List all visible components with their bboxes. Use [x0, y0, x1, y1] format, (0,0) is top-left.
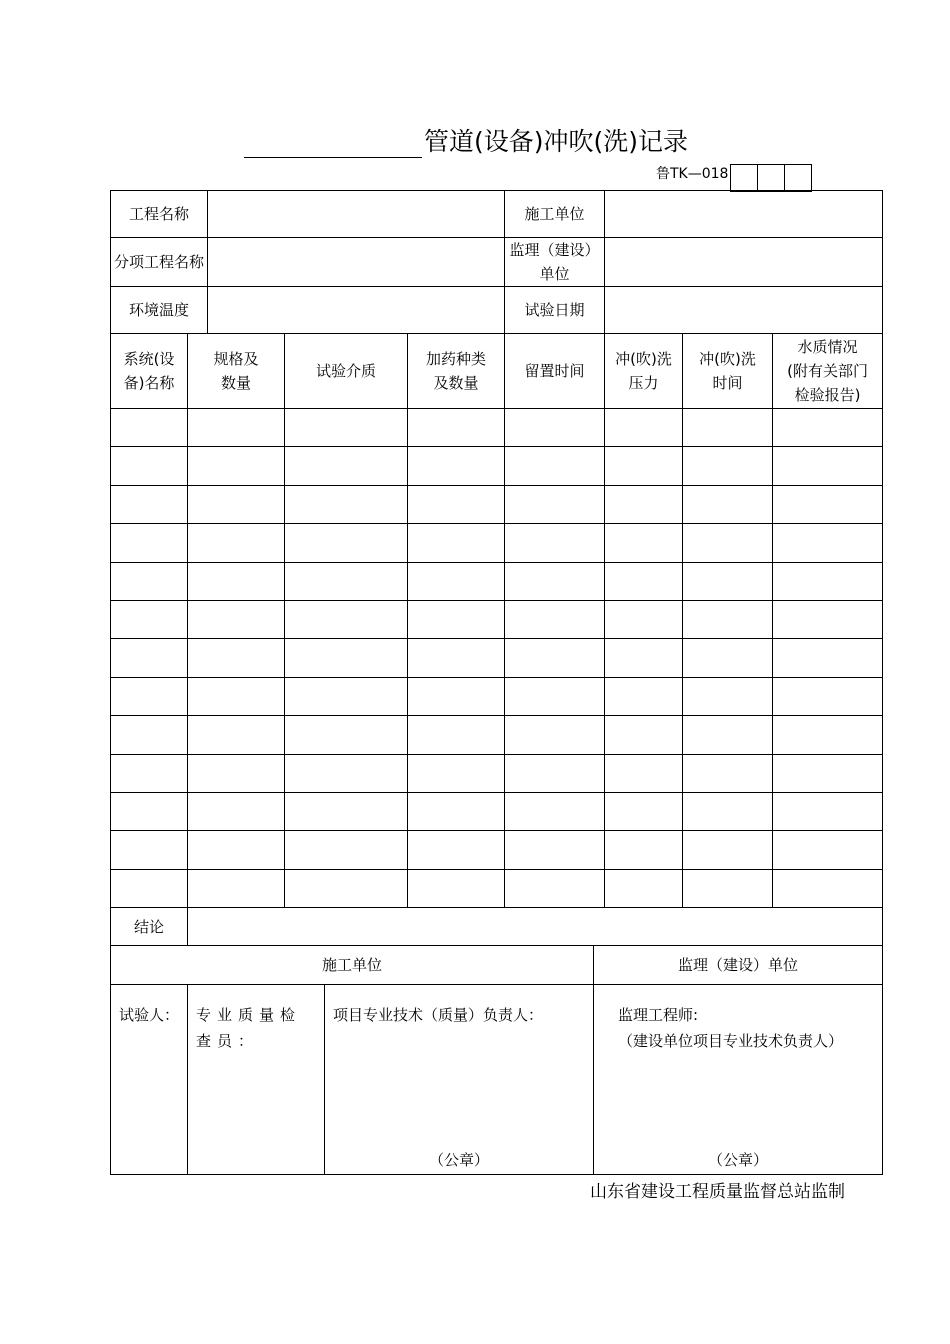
col-flush-pressure: 冲(吹)洗 压力: [605, 334, 683, 409]
table-cell[interactable]: [285, 792, 408, 830]
table-cell[interactable]: [408, 639, 505, 677]
table-cell[interactable]: [773, 485, 883, 523]
table-cell[interactable]: [188, 677, 285, 715]
table-cell[interactable]: [408, 869, 505, 907]
tester-label: 试验人：: [119, 1006, 180, 1025]
test-date-value[interactable]: [605, 287, 883, 334]
table-cell[interactable]: [605, 716, 683, 754]
table-cell[interactable]: [505, 600, 605, 638]
table-cell[interactable]: [188, 447, 285, 485]
conclusion-value[interactable]: [188, 908, 883, 946]
table-cell[interactable]: [605, 754, 683, 792]
test-date-label: 试验日期: [505, 287, 605, 334]
table-cell[interactable]: [773, 754, 883, 792]
table-row: [111, 677, 883, 715]
table-cell[interactable]: [285, 831, 408, 869]
table-cell[interactable]: [505, 639, 605, 677]
ambient-temp-value[interactable]: [208, 287, 505, 334]
qc-inspector-cell[interactable]: [188, 985, 325, 1175]
table-cell[interactable]: [408, 792, 505, 830]
table-cell[interactable]: [188, 562, 285, 600]
table-cell[interactable]: [683, 792, 773, 830]
table-cell[interactable]: [773, 869, 883, 907]
table-cell[interactable]: [111, 716, 188, 754]
stamp-right: （公章）: [708, 1151, 769, 1170]
table-cell[interactable]: [285, 869, 408, 907]
table-cell[interactable]: [505, 754, 605, 792]
record-table: [110, 190, 883, 1175]
supervisor-sign-labels: [618, 1003, 874, 1054]
table-cell[interactable]: [505, 677, 605, 715]
table-row: [111, 524, 883, 562]
table-cell[interactable]: [773, 562, 883, 600]
table-cell[interactable]: [505, 562, 605, 600]
table-cell[interactable]: [773, 716, 883, 754]
table-cell[interactable]: [111, 409, 188, 447]
conclusion-label: 结论: [111, 908, 188, 946]
table-row: [111, 485, 883, 523]
table-cell[interactable]: [773, 831, 883, 869]
table-cell[interactable]: [683, 639, 773, 677]
table-cell[interactable]: [188, 831, 285, 869]
table-cell[interactable]: [408, 562, 505, 600]
supervisor-sign-cell[interactable]: [594, 985, 883, 1175]
col-spec-qty: 规格及 数量: [188, 334, 285, 409]
issuer-footer: 山东省建设工程质量监督总站监制: [590, 1182, 845, 1202]
table-cell[interactable]: [683, 600, 773, 638]
supervisor-label: 监理（建设）单位: [505, 238, 605, 287]
table-cell[interactable]: [188, 869, 285, 907]
table-cell[interactable]: [773, 600, 883, 638]
table-cell[interactable]: [111, 831, 188, 869]
constructor-value[interactable]: [605, 191, 883, 238]
table-cell[interactable]: [188, 524, 285, 562]
table-cell[interactable]: [408, 716, 505, 754]
table-cell[interactable]: [408, 754, 505, 792]
table-cell[interactable]: [605, 677, 683, 715]
table-cell[interactable]: [285, 716, 408, 754]
form-title: [244, 122, 688, 158]
table-cell[interactable]: [505, 831, 605, 869]
title-text: 管道(设备)冲吹(洗)记录: [424, 127, 689, 156]
col-retention-time: 留置时间: [505, 334, 605, 409]
table-cell[interactable]: [188, 409, 285, 447]
table-cell[interactable]: [683, 485, 773, 523]
table-cell[interactable]: [683, 447, 773, 485]
table-row: [111, 600, 883, 638]
table-cell[interactable]: [773, 639, 883, 677]
table-cell[interactable]: [605, 485, 683, 523]
form-code: 鲁TK—018: [656, 166, 729, 182]
table-cell[interactable]: [408, 447, 505, 485]
table-cell[interactable]: [773, 409, 883, 447]
data-rows: [111, 409, 883, 908]
table-cell[interactable]: [605, 639, 683, 677]
table-cell[interactable]: [188, 639, 285, 677]
table-cell[interactable]: [285, 600, 408, 638]
table-cell[interactable]: [408, 524, 505, 562]
col-system-name: 系统(设 备)名称: [111, 334, 188, 409]
table-cell[interactable]: [111, 792, 188, 830]
table-cell[interactable]: [683, 562, 773, 600]
table-cell[interactable]: [605, 409, 683, 447]
code-box[interactable]: [757, 164, 784, 192]
ambient-temp-label: 环境温度: [111, 287, 208, 334]
form-code-boxes: [730, 164, 812, 192]
table-cell[interactable]: [505, 485, 605, 523]
table-cell[interactable]: [683, 831, 773, 869]
table-row: [111, 562, 883, 600]
project-name-value[interactable]: [208, 191, 505, 238]
supervisor-header: 监理（建设）单位: [594, 946, 883, 985]
table-cell[interactable]: [111, 447, 188, 485]
table-cell[interactable]: [505, 524, 605, 562]
table-cell[interactable]: [188, 792, 285, 830]
table-row: [111, 716, 883, 754]
table-row: [111, 639, 883, 677]
table-cell[interactable]: [605, 869, 683, 907]
sub-project-label: 分项工程名称: [111, 238, 208, 287]
table-cell[interactable]: [285, 485, 408, 523]
constructor-label: 施工单位: [505, 191, 605, 238]
title-blank-line[interactable]: [244, 129, 422, 158]
table-cell[interactable]: [683, 716, 773, 754]
table-row: [111, 792, 883, 830]
table-cell[interactable]: [505, 409, 605, 447]
table-cell[interactable]: [505, 869, 605, 907]
table-cell[interactable]: [683, 409, 773, 447]
constructor-header: 施工单位: [111, 946, 594, 985]
tester-cell[interactable]: [111, 985, 188, 1175]
table-cell[interactable]: [773, 447, 883, 485]
table-cell[interactable]: [605, 831, 683, 869]
table-cell[interactable]: [408, 485, 505, 523]
table-cell[interactable]: [773, 677, 883, 715]
table-row: [111, 754, 883, 792]
table-cell[interactable]: [285, 639, 408, 677]
table-cell[interactable]: [683, 869, 773, 907]
table-row: [111, 869, 883, 907]
table-cell[interactable]: [111, 485, 188, 523]
table-cell[interactable]: [605, 600, 683, 638]
table-cell[interactable]: [505, 447, 605, 485]
table-cell[interactable]: [285, 562, 408, 600]
table-cell[interactable]: [111, 639, 188, 677]
table-cell[interactable]: [605, 447, 683, 485]
table-cell[interactable]: [408, 409, 505, 447]
table-cell[interactable]: [285, 524, 408, 562]
table-cell[interactable]: [605, 562, 683, 600]
col-water-quality: 水质情况 (附有关部门 检验报告): [773, 334, 883, 409]
owner-lead-label: （建设单位项目专业技术负责人）: [618, 1031, 844, 1050]
table-cell[interactable]: [773, 792, 883, 830]
stamp-left: （公章）: [429, 1151, 490, 1170]
table-cell[interactable]: [505, 716, 605, 754]
table-cell[interactable]: [111, 754, 188, 792]
project-name-label: 工程名称: [111, 191, 208, 238]
col-flush-time: 冲(吹)洗 时间: [683, 334, 773, 409]
qc-inspector-label: 专业质量检查员：: [196, 1006, 302, 1050]
table-cell[interactable]: [188, 600, 285, 638]
table-cell[interactable]: [605, 792, 683, 830]
table-row: [111, 831, 883, 869]
table-cell[interactable]: [111, 562, 188, 600]
col-chemical: 加药种类 及数量: [408, 334, 505, 409]
col-test-medium: 试验介质: [285, 334, 408, 409]
code-box[interactable]: [730, 164, 757, 192]
table-cell[interactable]: [408, 600, 505, 638]
table-cell[interactable]: [285, 677, 408, 715]
tech-lead-cell[interactable]: [325, 985, 594, 1175]
supervisor-value[interactable]: [605, 238, 883, 287]
table-cell[interactable]: [683, 524, 773, 562]
table-cell[interactable]: [773, 524, 883, 562]
table-cell[interactable]: [188, 716, 285, 754]
table-cell[interactable]: [505, 792, 605, 830]
table-cell[interactable]: [683, 677, 773, 715]
table-cell[interactable]: [188, 754, 285, 792]
table-row: [111, 409, 883, 447]
table-cell[interactable]: [408, 677, 505, 715]
table-cell[interactable]: [408, 831, 505, 869]
table-cell[interactable]: [111, 600, 188, 638]
table-cell[interactable]: [111, 524, 188, 562]
table-cell[interactable]: [111, 869, 188, 907]
table-cell[interactable]: [285, 447, 408, 485]
tech-lead-label: 项目专业技术（质量）负责人：: [333, 1006, 544, 1025]
table-cell[interactable]: [111, 677, 188, 715]
table-row: [111, 447, 883, 485]
table-cell[interactable]: [605, 524, 683, 562]
supervisor-engineer-label: 监理工程师:: [618, 1006, 699, 1025]
code-box[interactable]: [784, 164, 812, 192]
table-cell[interactable]: [285, 409, 408, 447]
table-cell[interactable]: [683, 754, 773, 792]
table-cell[interactable]: [188, 485, 285, 523]
table-cell[interactable]: [285, 754, 408, 792]
sub-project-value[interactable]: [208, 238, 505, 287]
